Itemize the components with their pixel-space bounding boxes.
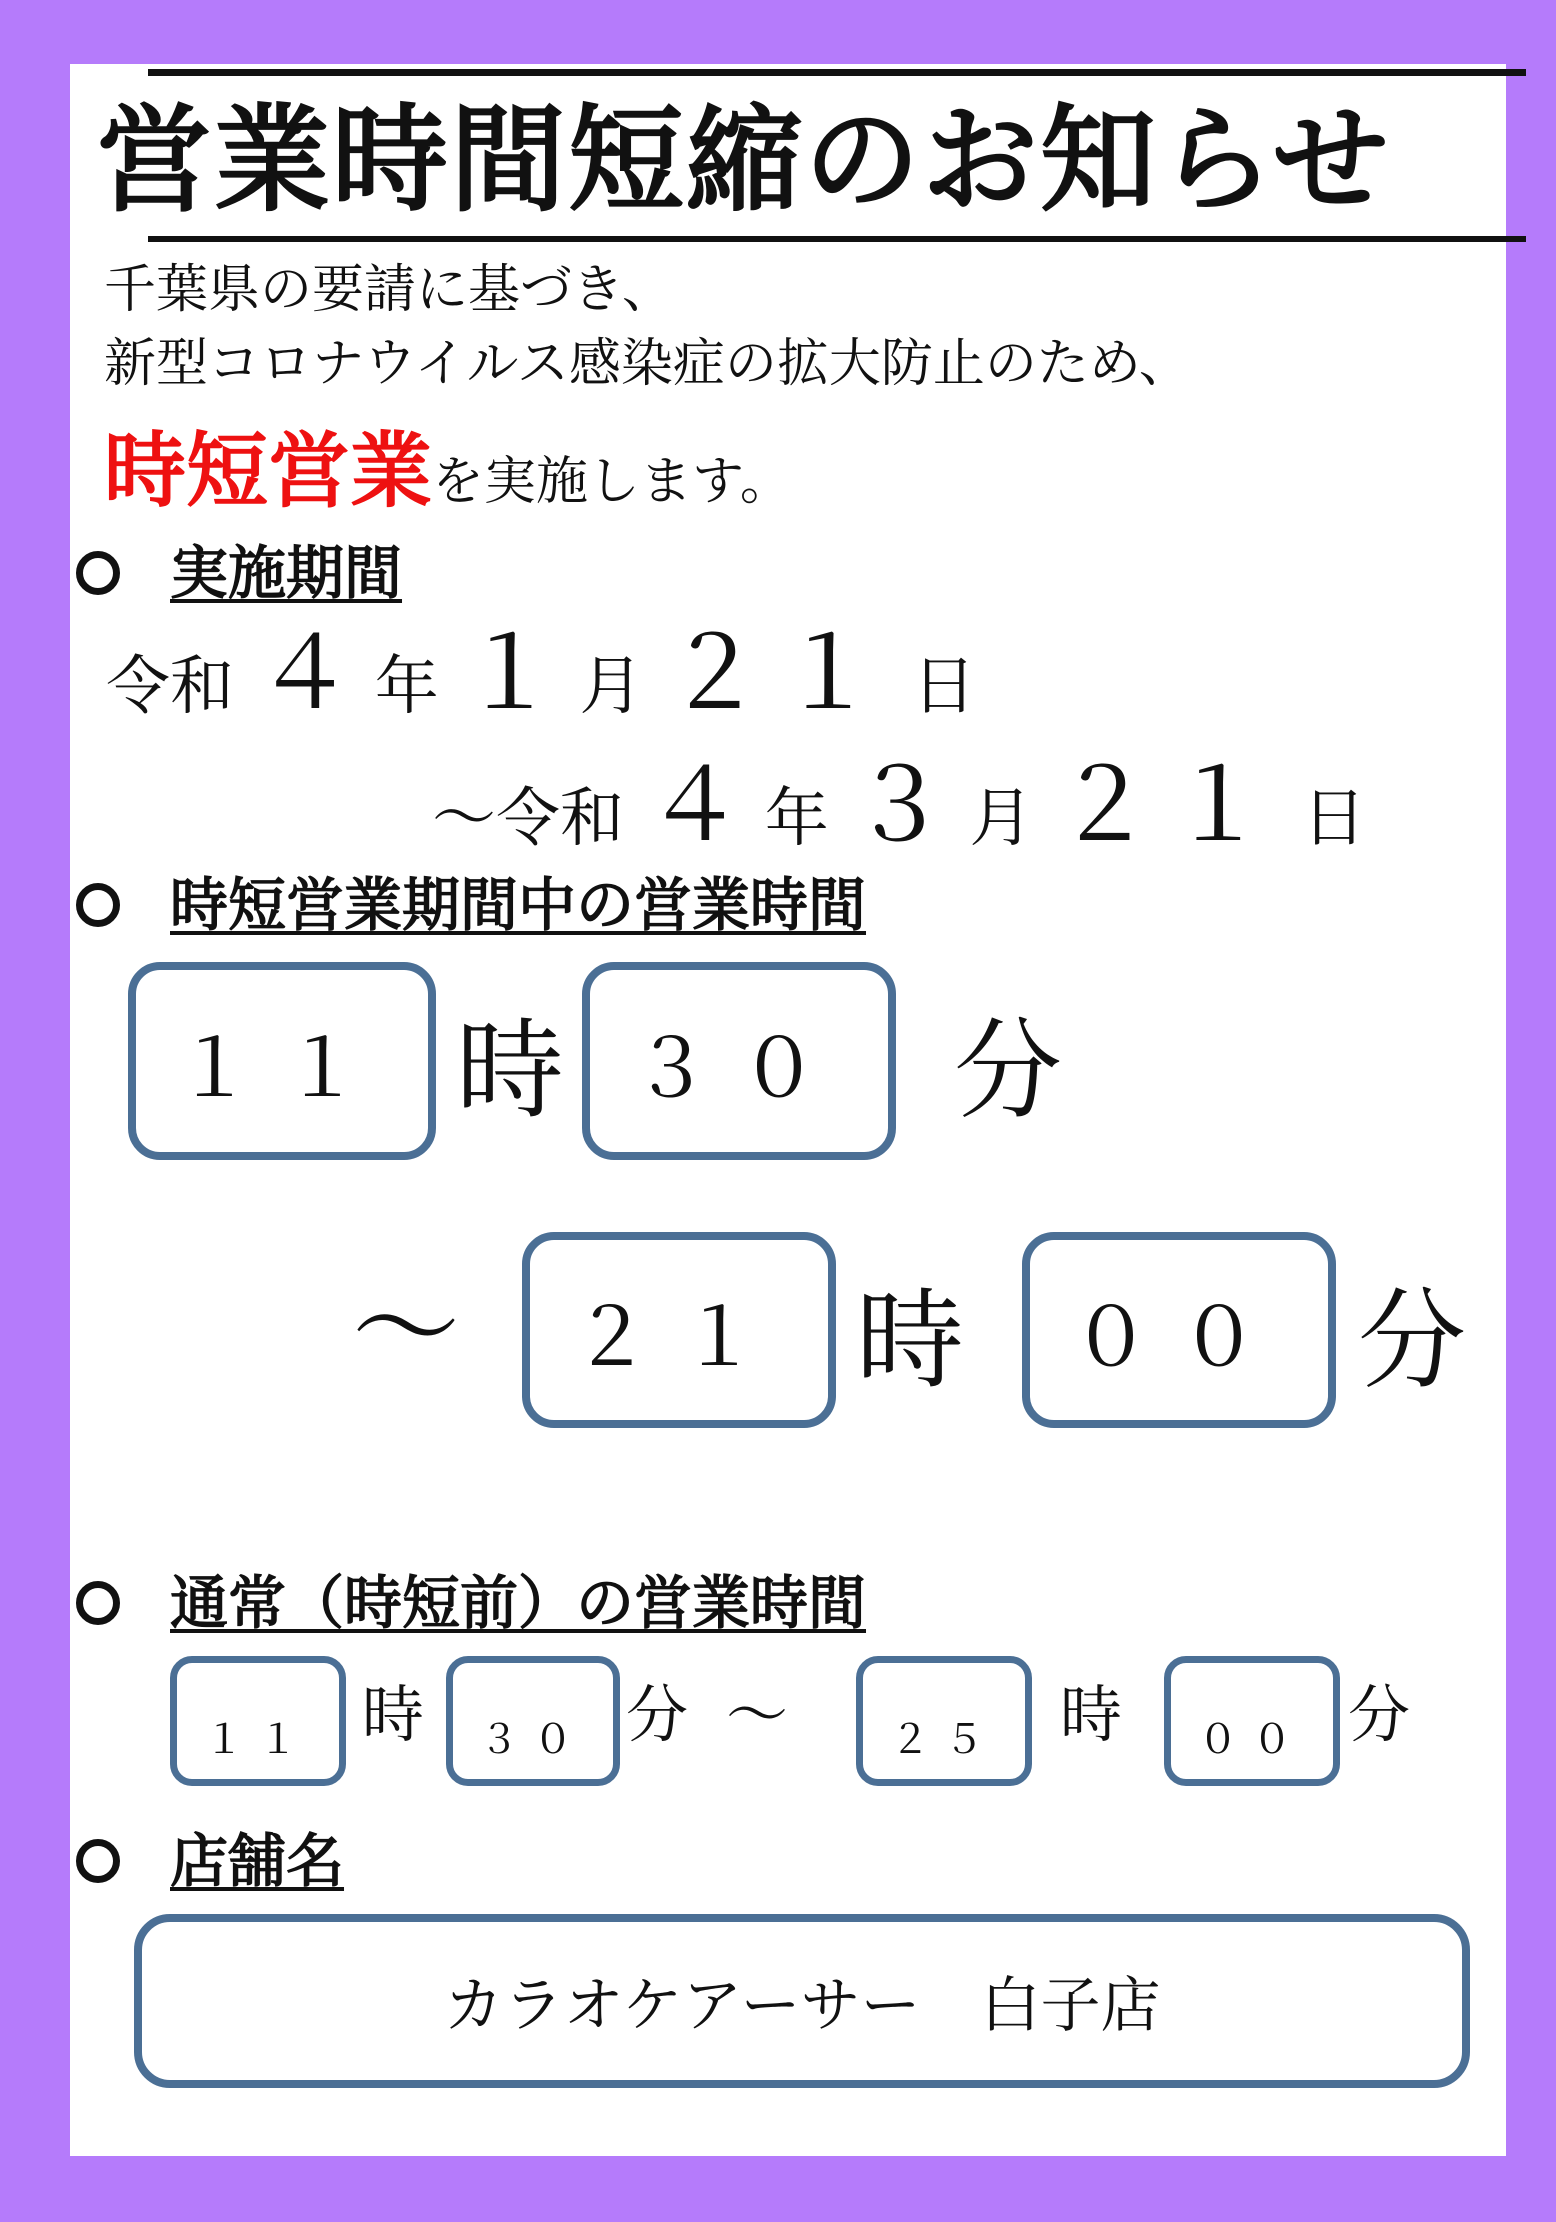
end-prefix: ～令和	[432, 782, 624, 856]
period-end	[432, 747, 1367, 869]
normal-close-hour-unit: 時	[1060, 1678, 1123, 1751]
notice-title: 営業時間短縮のお知らせ	[96, 93, 1391, 228]
end-day: ２１	[1053, 747, 1282, 864]
normal-open-minute-box: ３０	[446, 1656, 620, 1786]
intro-line-2: 新型コロナウイルス感染症の拡大防止のため、	[104, 334, 1191, 394]
shortened-close-minute-unit: 分	[1358, 1279, 1467, 1404]
circle-bullet-icon	[76, 551, 120, 595]
title-rule-top	[148, 69, 1526, 76]
notice-sheet	[70, 64, 1506, 2156]
normal-close-hour-box: ２５	[856, 1656, 1032, 1786]
end-month-unit: 月	[969, 782, 1034, 856]
section-store-label: 店舗名	[170, 1827, 345, 1895]
intro-line-1: 千葉県の要請に基づき、	[104, 260, 674, 320]
shortened-close-minute-box: ００	[1022, 1232, 1336, 1428]
end-day-unit: 日	[1302, 782, 1367, 856]
start-day: ２１	[663, 615, 892, 732]
store-name-box: カラオケアーサー 白子店	[134, 1914, 1470, 2088]
intro-line-3-rest: を実施します。	[432, 452, 792, 512]
start-month: １	[459, 615, 560, 732]
intro-line-3	[104, 424, 792, 530]
start-era: 令和	[106, 650, 234, 724]
section-store-heading	[76, 1828, 344, 1894]
shortened-close-hour-unit: 時	[856, 1279, 965, 1404]
title-rule-bottom	[148, 236, 1526, 242]
section-shortened-heading	[76, 872, 866, 938]
day-unit: 日	[912, 650, 977, 724]
normal-close-minute-box: ００	[1164, 1656, 1340, 1786]
section-normal-heading	[76, 1570, 866, 1636]
shortened-close-hour-box: ２１	[522, 1232, 836, 1428]
start-year: ４	[254, 615, 355, 732]
shortened-hours-highlight: 時短営業	[104, 424, 433, 519]
shortened-tilde: ～	[352, 1267, 461, 1392]
section-normal-label: 通常（時短前）の営業時間	[170, 1569, 867, 1637]
section-shortened-label: 時短営業期間中の営業時間	[170, 871, 867, 939]
normal-tilde: ～	[726, 1678, 789, 1751]
year-unit: 年	[374, 650, 439, 724]
normal-open-hour-box: １１	[170, 1656, 346, 1786]
month-unit: 月	[579, 650, 644, 724]
circle-bullet-icon	[76, 1839, 120, 1883]
shortened-open-hour-unit: 時	[456, 1009, 565, 1134]
section-period-label: 実施期間	[170, 539, 403, 607]
end-year: ４	[644, 747, 745, 864]
normal-open-minute-unit: 分	[626, 1678, 689, 1751]
shortened-open-minute-box: ３０	[582, 962, 896, 1160]
circle-bullet-icon	[76, 1581, 120, 1625]
shortened-open-minute-unit: 分	[954, 1009, 1063, 1134]
normal-open-hour-unit: 時	[362, 1678, 425, 1751]
end-year-unit: 年	[764, 782, 829, 856]
section-period-heading	[76, 540, 402, 606]
circle-bullet-icon	[76, 883, 120, 927]
shortened-open-hour-box: １１	[128, 962, 436, 1160]
normal-close-minute-unit: 分	[1348, 1678, 1411, 1751]
period-start	[106, 615, 977, 737]
end-month: ３	[849, 747, 950, 864]
